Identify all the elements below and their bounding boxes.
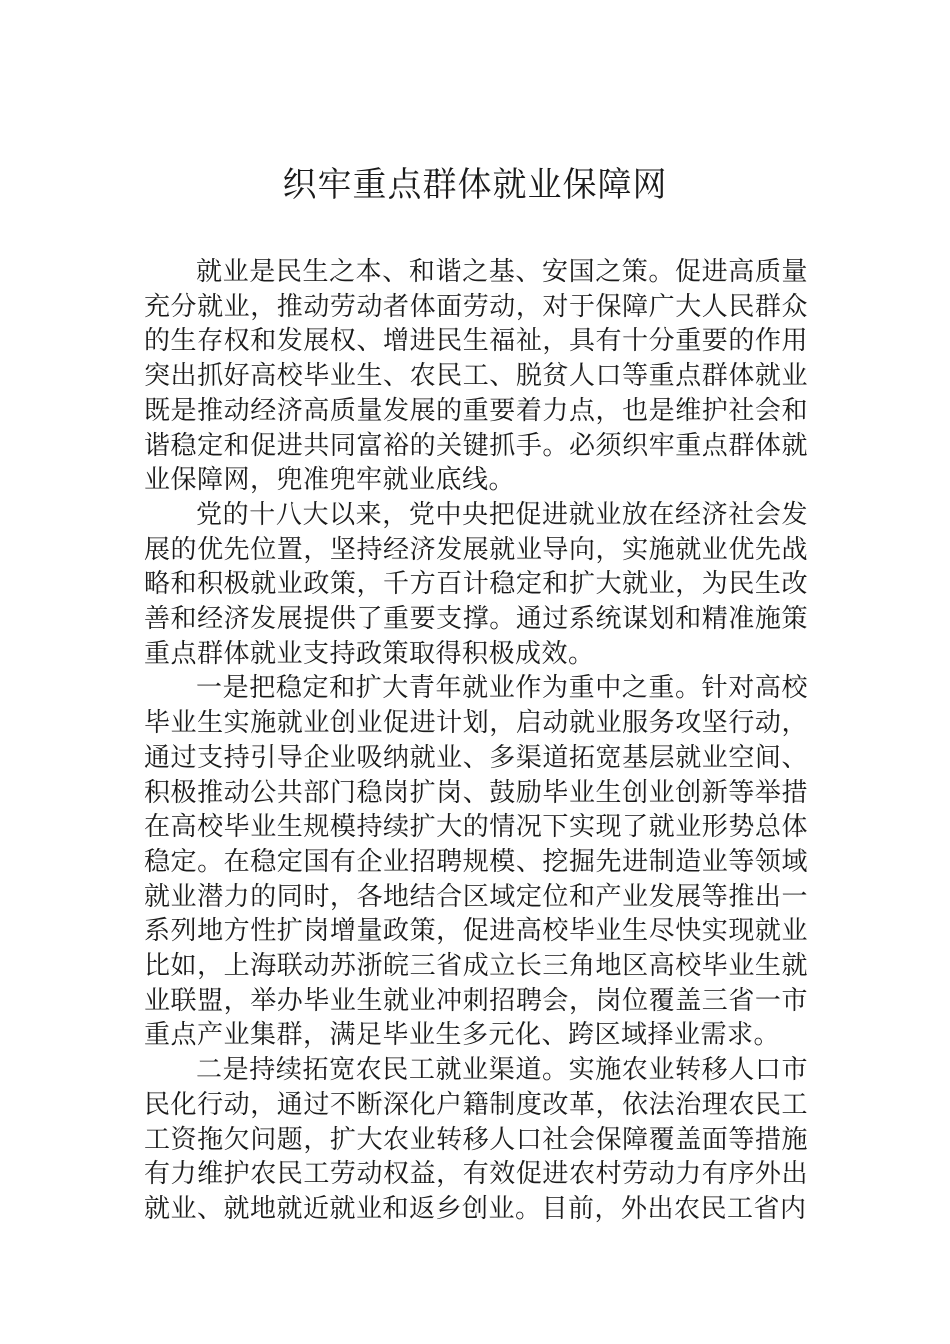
- document-body: [144, 255, 808, 1227]
- paragraph-2: 党的十八大以来，党中央把促进就业放在经济社会发展的优先位置，坚持经济发展就业导向，实施就业优先战略和积极就业政策，千方百计稳定和扩大就业，为民生改善和经济发展提供了重要支撑。通过系统谋划和精准施策重点群体就业支持政策取得积极成效。: [144, 499, 808, 669]
- paragraph-3: 一是把稳定和扩大青年就业作为重中之重。针对高校毕业生实施就业创业促进计划，启动就业服务攻坚行动，通过支持引导企业吸纳就业、多渠道拓宽基层就业空间、积极推动公共部门稳岗扩岗、鼓励毕业生创业创新等举措在高校毕业生规模持续扩大的情况下实现了就业形势总体稳定。在稳定国有企业招聘规模、挖掘先进制造业等领域就业潜力的同时，各地结合区域定位和产业发展等推出一系列地方性扩岗增量政策，促进高校毕业生尽快实现就业比如，上海联动苏浙皖三省成立长三角地区高校毕业生就业联盟，举办毕业生就业冲刺招聘会，岗位覆盖三省一市重点产业集群，满足毕业生多元化、跨区域择业需求。: [144, 673, 808, 1051]
- paragraph-1: 就业是民生之本、和谐之基、安国之策。促进高质量充分就业，推动劳动者体面劳动，对于保障广大人民群众的生存权和发展权、增进民生福祉，具有十分重要的作用突出抓好高校毕业生、农民工、脱贫人口等重点群体就业既是推动经济高质量发展的重要着力点，也是维护社会和谐稳定和促进共同富裕的关键抓手。必须织牢重点群体就业保障网，兜准兜牢就业底线。: [144, 257, 808, 496]
- document-title: 织牢重点群体就业保障网: [282, 165, 668, 205]
- paragraph-4: 二是持续拓宽农民工就业渠道。实施农业转移人口市民化行动，通过不断深化户籍制度改革，依法治理农民工工资拖欠问题，扩大农业转移人口社会保障覆盖面等措施有力维护农民工劳动权益，有效促进农村劳动力有序外出就业、就地就近就业和返乡创业。目前，外出农民工省内: [144, 1055, 808, 1224]
